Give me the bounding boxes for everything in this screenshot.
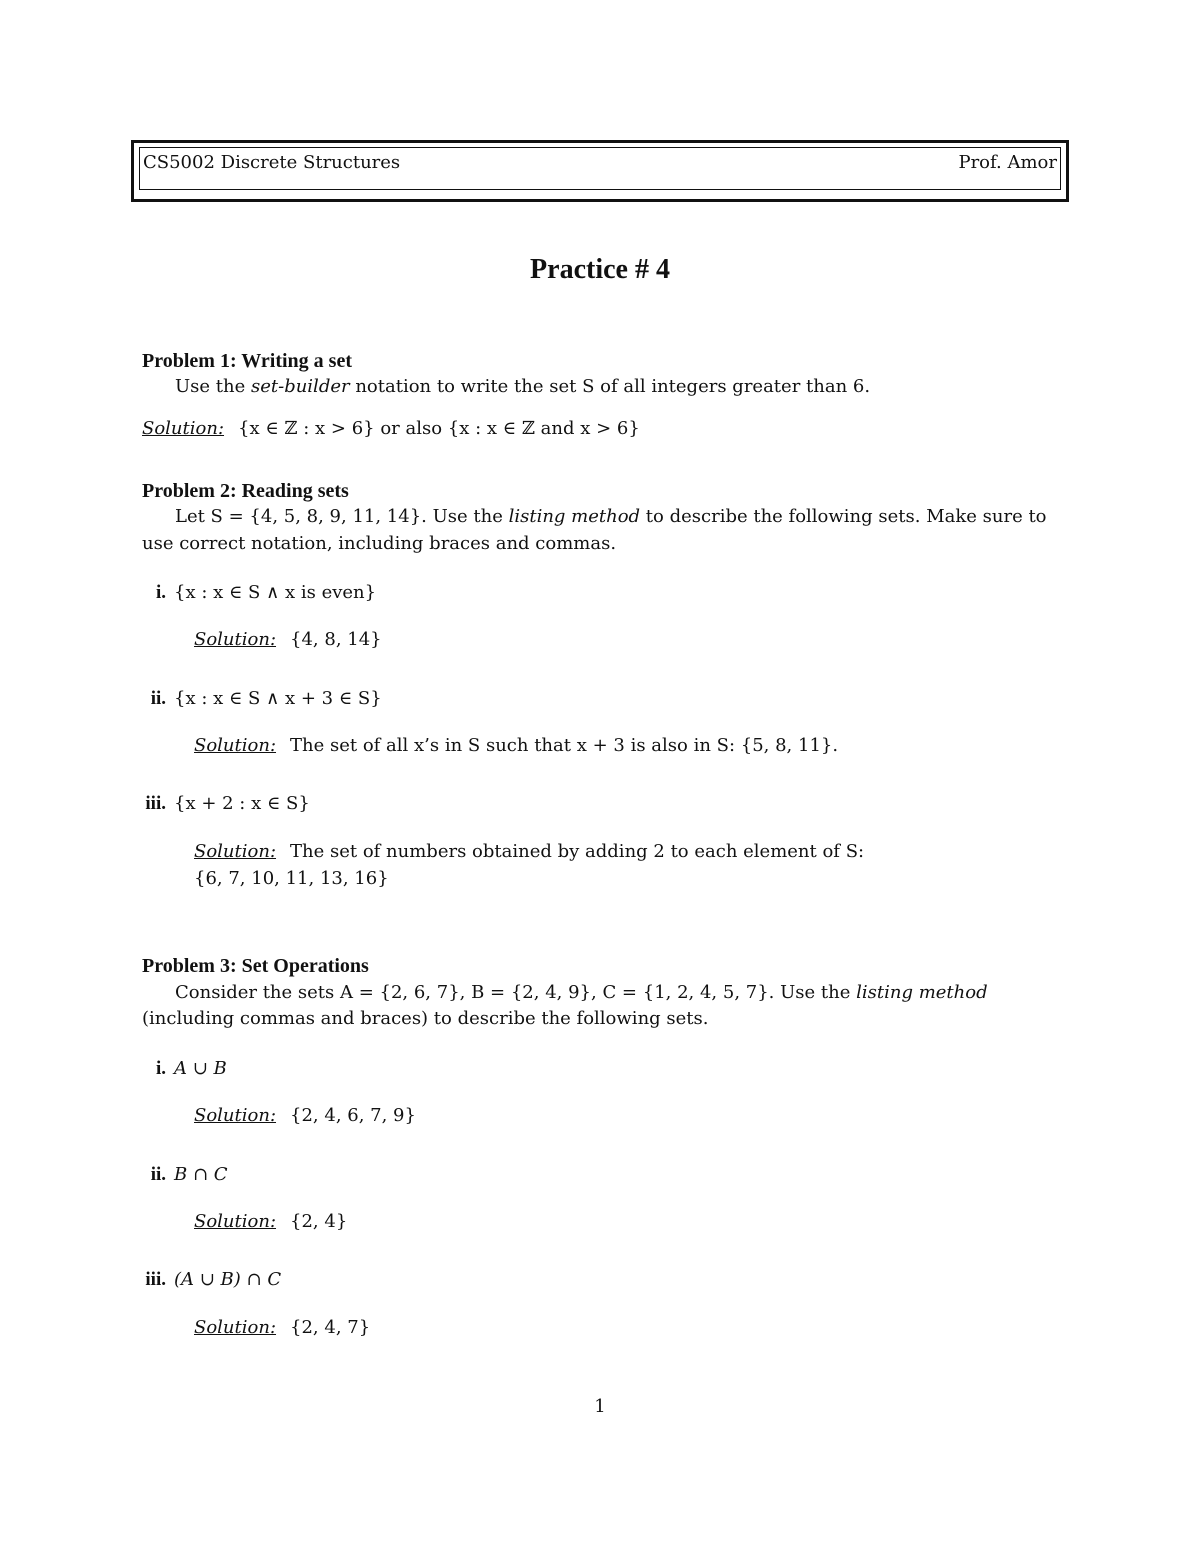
header-inner-frame <box>139 147 1061 190</box>
problem1-text: Use the set-builder notation to write the set S of all integers greater than 6. <box>175 376 871 397</box>
problem2-text-line1: Let S = {4, 5, 8, 9, 11, 14}. Use the listing method to describe the following sets. Make sure to <box>175 506 1047 527</box>
problem3-item-ii: ii. B ∩ C <box>150 1164 228 1185</box>
problem2-item-iii: iii. {x + 2 : x ∈ S} <box>145 793 310 814</box>
problem2-item-i-solution: Solution: {4, 8, 14} <box>194 629 382 650</box>
instructor-name: Prof. Amor <box>958 152 1057 173</box>
problem3-item-ii-solution: Solution: {2, 4} <box>194 1211 348 1232</box>
problem1-heading: Problem 1: Writing a set <box>142 350 352 372</box>
solution-label: Solution: <box>142 418 225 439</box>
problem2-item-iii-solution-line2: {6, 7, 10, 11, 13, 16} <box>194 868 389 889</box>
problem2-item-iii-solution: Solution: The set of numbers obtained by adding 2 to each element of S: <box>194 841 865 862</box>
page-number: 1 <box>594 1396 606 1417</box>
problem1-solution: Solution: {x ∈ ℤ : x > 6} or also {x : x ∈ ℤ and x > 6} <box>142 418 640 439</box>
page-title: Practice # 4 <box>530 254 670 285</box>
problem3-item-i: i. A ∪ B <box>155 1058 227 1079</box>
course-title: CS5002 Discrete Structures <box>143 152 401 173</box>
problem2-item-i: i. {x : x ∈ S ∧ x is even} <box>155 582 377 603</box>
header-box <box>131 140 1069 202</box>
problem3-text-line2: (including commas and braces) to describe the following sets. <box>142 1008 709 1029</box>
problem2-heading: Problem 2: Reading sets <box>142 480 349 502</box>
problem3-item-iii: iii. (A ∪ B) ∩ C <box>145 1269 282 1290</box>
problem3-item-i-solution: Solution: {2, 4, 6, 7, 9} <box>194 1105 416 1126</box>
problem3-heading: Problem 3: Set Operations <box>142 955 369 977</box>
problem2-item-ii: ii. {x : x ∈ S ∧ x + 3 ∈ S} <box>150 688 382 709</box>
problem2-text-line2: use correct notation, including braces and commas. <box>142 533 617 554</box>
problem3-text-line1: Consider the sets A = {2, 6, 7}, B = {2, 4, 9}, C = {1, 2, 4, 5, 7}. Use the listing method <box>175 982 988 1003</box>
problem3-item-iii-solution: Solution: {2, 4, 7} <box>194 1317 371 1338</box>
problem2-item-ii-solution: Solution: The set of all x’s in S such that x + 3 is also in S: {5, 8, 11}. <box>194 735 839 756</box>
